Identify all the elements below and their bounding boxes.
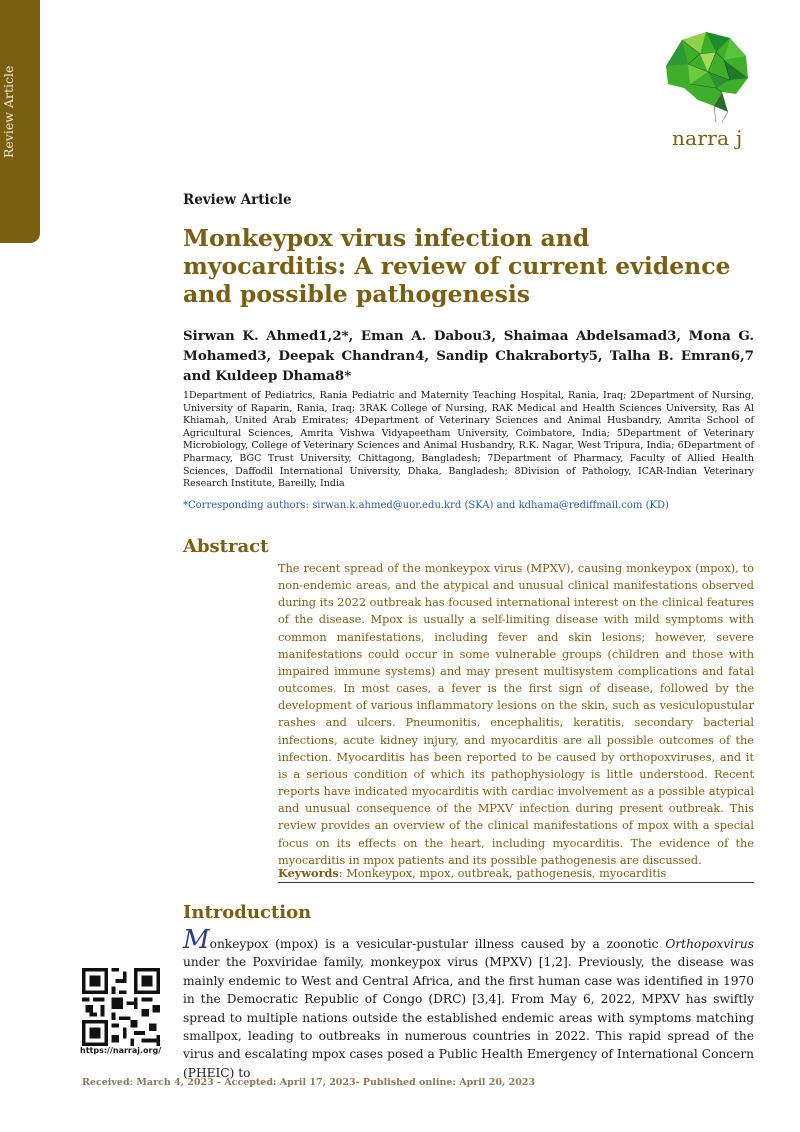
journal-logo <box>650 26 760 151</box>
keywords-values: : Monkeypox, mpox, outbreak, pathogenesis, myocarditis <box>338 867 667 880</box>
intro-italic-term: Orthopoxvirus <box>665 937 754 951</box>
keywords <box>278 866 754 883</box>
introduction-heading: Introduction <box>183 902 312 923</box>
abstract-heading: Abstract <box>183 536 269 557</box>
article-title: Monkeypox virus infection and myocarditis: A review of current evidence and possible pathogenesis <box>183 224 731 308</box>
qr-code[interactable] <box>82 968 160 1046</box>
brain-network-icon <box>654 26 754 126</box>
drop-cap: M <box>183 925 210 955</box>
qr-code-icon <box>82 968 160 1046</box>
publication-dates: Received: March 4, 2023 - Accepted: April 17, 2023- Published online: April 20, 2023 <box>82 1077 536 1088</box>
intro-text-2: under the Poxviridae family, monkeypox virus (MPXV) [1,2]. Previously, the disease was mainly endemic to West and Central Africa, and the first human case was identified in 1970 in the Democratic Republic of Congo (DRC) [3,4]. From May 6, 2022, MPXV has swiftly spread to multiple nations outside the established endemic areas with symptoms matching smallpox, leading to outbreaks in numerous countries in 2022. This rapid spread of the virus and escalating mpox cases posed a Public Health Emergency of International Concern (PHEIC) to <box>183 955 754 1080</box>
affiliations: 1Department of Pediatrics, Rania Pediatric and Maternity Teaching Hospital, Rania, Iraq; 2Department of Nursing, University of Raparin, Rania, Iraq; 3RAK College of Nursing, RAK Medical and Health Sciences University, Ras Al Khiamah, United Arab Emirates; 4Department of Veterinary Sciences and Animal Husbandry, Amrita School of Agricultural Sciences, Amrita Vishwa Vidyapeetham University, Coimbatore, India; 5Department of Veterinary Microbiology, College of Veterinary Sciences and Animal Husbandry, R.K. Nagar, West Tripura, India; 6Department of Pharmacy, BGC Trust University, Chittagong, Bangladesh; 7Department of Pharmacy, Faculty of Allied Health Sciences, Daffodil International University, Dhaka, Bangladesh; 8Division of Pathology, ICAR-Indian Veterinary Research Institute, Bareilly, India <box>183 390 754 490</box>
article-type-label: Review Article <box>183 192 292 208</box>
keywords-label: Keywords <box>278 866 339 880</box>
journal-logo-text: narra j <box>672 126 743 150</box>
qr-url[interactable]: https://narraj.org/ <box>80 1046 162 1055</box>
author-list: Sirwan K. Ahmed1,2*, Eman A. Dabou3, Shaimaa Abdelsamad3, Mona G. Mohamed3, Deepak Chandran4, Sandip Chakraborty5, Talha B. Emran6,7 and Kuldeep Dhama8* <box>183 328 754 384</box>
corresponding-authors[interactable]: *Corresponding authors: sirwan.k.ahmed@uor.edu.krd (SKA) and kdhama@rediffmail.com (KD) <box>183 500 669 511</box>
abstract-body: The recent spread of the monkeypox virus (MPXV), causing monkeypox (mpox), to non-endemic areas, and the atypical and unusual clinical manifestations observed during its 2022 outbreak has focused international interest on the clinical features of the disease. Mpox is usually a self-limiting disease with mild symptoms with common manifestations, including fever and skin lesions; however, severe manifestations could occur in some vulnerable groups (children and those with impaired immune systems) and may present multisystem complications and fatal outcomes. In most cases, a fever is the first sign of disease, followed by the development of various inflammatory lesions on the skin, such as vesiculopustular rashes and ulcers. Pneumonitis, encephalitis, keratitis, secondary bacterial infections, acute kidney injury, and myocarditis are all possible outcomes of the infection. Myocarditis has been reported to be caused by orthopoxviruses, and it is a serious condition of which its pathophysiology is little understood. Recent reports have indicated myocarditis with cardiac involvement as a possible atypical and unusual consequence of the MPXV infection during present outbreak. This review provides an overview of the clinical manifestations of mpox with a special focus on its effects on the heart, including myocarditis. The evidence of the myocarditis in mpox patients and its possible pathogenesis are discussed. <box>278 562 754 867</box>
side-tab-label: Review Article <box>1 65 16 158</box>
side-tab <box>0 0 40 243</box>
introduction-body <box>183 925 754 1082</box>
intro-text-1: onkeypox (mpox) is a vesicular-pustular illness caused by a zoonotic <box>209 937 666 951</box>
